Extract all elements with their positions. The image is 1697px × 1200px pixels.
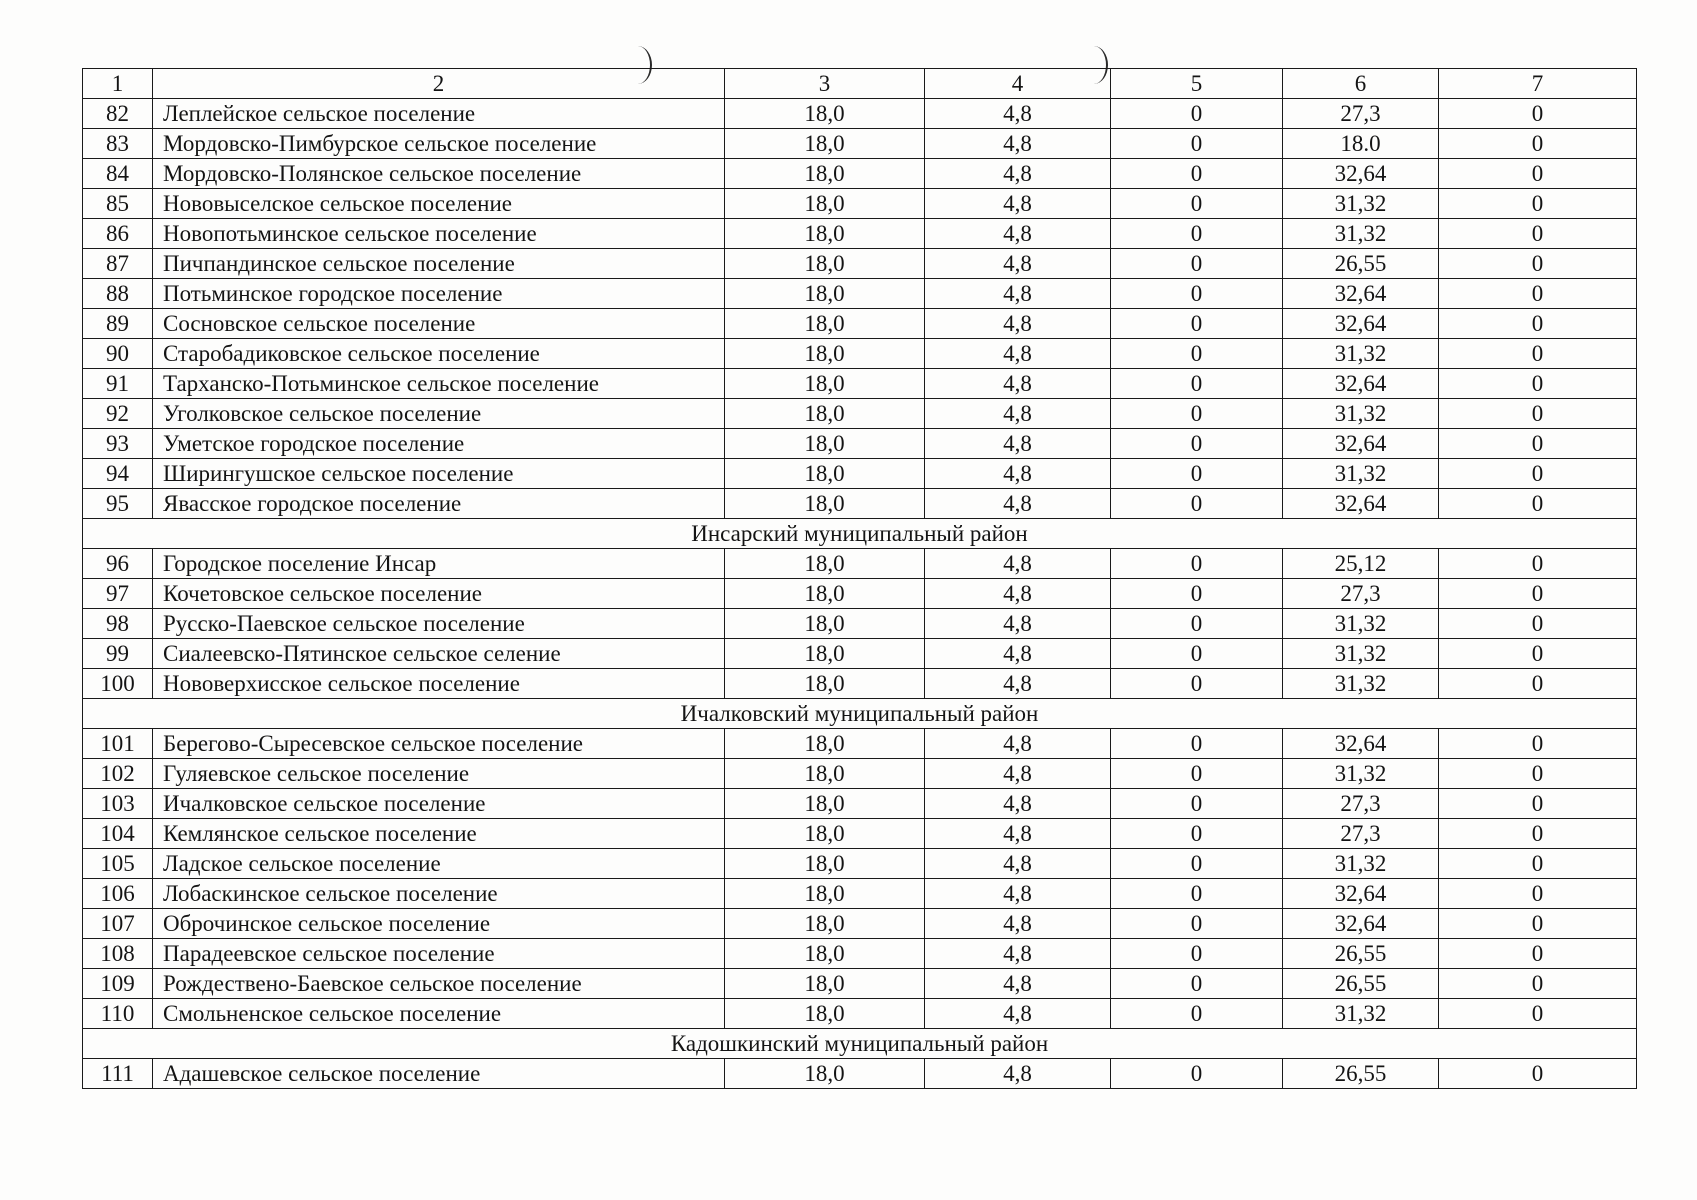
value-col-6: 31,32: [1283, 219, 1439, 249]
value-col-3: 18,0: [725, 849, 925, 879]
row-number: 99: [83, 639, 153, 669]
value-col-4: 4,8: [925, 399, 1111, 429]
value-col-5: 0: [1111, 369, 1283, 399]
settlement-name: Гуляевское сельское поселение: [153, 759, 725, 789]
column-number: 4: [925, 69, 1111, 99]
value-col-7: 0: [1439, 309, 1637, 339]
district-heading: Кадошкинский муниципальный район: [83, 1029, 1637, 1059]
table-row: [83, 849, 1637, 879]
settlement-name: Кочетовское сельское поселение: [153, 579, 725, 609]
table-row: [83, 279, 1637, 309]
value-col-5: 0: [1111, 789, 1283, 819]
table-row: [83, 249, 1637, 279]
value-col-4: 4,8: [925, 429, 1111, 459]
settlement-name: Берегово-Сыресевское сельское поселение: [153, 729, 725, 759]
value-col-5: 0: [1111, 189, 1283, 219]
row-number: 91: [83, 369, 153, 399]
value-col-5: 0: [1111, 309, 1283, 339]
value-col-5: 0: [1111, 609, 1283, 639]
value-col-5: 0: [1111, 1059, 1283, 1089]
value-col-6: 26,55: [1283, 969, 1439, 999]
value-col-7: 0: [1439, 159, 1637, 189]
value-col-4: 4,8: [925, 849, 1111, 879]
district-heading-row: [83, 699, 1637, 729]
value-col-7: 0: [1439, 129, 1637, 159]
district-heading-row: [83, 1029, 1637, 1059]
table-row: [83, 309, 1637, 339]
value-col-5: 0: [1111, 279, 1283, 309]
value-col-7: 0: [1439, 339, 1637, 369]
value-col-7: 0: [1439, 219, 1637, 249]
value-col-4: 4,8: [925, 759, 1111, 789]
value-col-7: 0: [1439, 369, 1637, 399]
value-col-6: 25,12: [1283, 549, 1439, 579]
value-col-3: 18,0: [725, 609, 925, 639]
row-number: 95: [83, 489, 153, 519]
settlement-name: Леплейское сельское поселение: [153, 99, 725, 129]
table-row: [83, 909, 1637, 939]
value-col-4: 4,8: [925, 609, 1111, 639]
table-row: [83, 999, 1637, 1029]
value-col-5: 0: [1111, 879, 1283, 909]
settlement-name: Сиалеевско-Пятинское сельское селение: [153, 639, 725, 669]
value-col-6: 26,55: [1283, 939, 1439, 969]
value-col-6: 32,64: [1283, 369, 1439, 399]
row-number: 92: [83, 399, 153, 429]
table-row: [83, 129, 1637, 159]
value-col-7: 0: [1439, 939, 1637, 969]
value-col-3: 18,0: [725, 369, 925, 399]
settlement-name: Русско-Паевское сельское поселение: [153, 609, 725, 639]
value-col-6: 32,64: [1283, 429, 1439, 459]
row-number: 83: [83, 129, 153, 159]
value-col-3: 18,0: [725, 969, 925, 999]
value-col-4: 4,8: [925, 969, 1111, 999]
value-col-7: 0: [1439, 429, 1637, 459]
value-col-4: 4,8: [925, 909, 1111, 939]
value-col-5: 0: [1111, 849, 1283, 879]
value-col-6: 27,3: [1283, 579, 1439, 609]
table-row: [83, 429, 1637, 459]
value-col-6: 32,64: [1283, 159, 1439, 189]
table-row: [83, 459, 1637, 489]
value-col-7: 0: [1439, 579, 1637, 609]
value-col-6: 32,64: [1283, 729, 1439, 759]
settlement-name: Потьминское городское поселение: [153, 279, 725, 309]
value-col-5: 0: [1111, 249, 1283, 279]
value-col-4: 4,8: [925, 669, 1111, 699]
value-col-4: 4,8: [925, 729, 1111, 759]
value-col-6: 18.0: [1283, 129, 1439, 159]
value-col-3: 18,0: [725, 279, 925, 309]
table-row: [83, 819, 1637, 849]
table-body: [83, 69, 1637, 1089]
value-col-3: 18,0: [725, 219, 925, 249]
value-col-6: 31,32: [1283, 189, 1439, 219]
column-number: 2: [153, 69, 725, 99]
value-col-7: 0: [1439, 849, 1637, 879]
settlement-name: Сосновское сельское поселение: [153, 309, 725, 339]
value-col-4: 4,8: [925, 129, 1111, 159]
settlement-name: Оброчинское сельское поселение: [153, 909, 725, 939]
row-number: 106: [83, 879, 153, 909]
row-number: 87: [83, 249, 153, 279]
value-col-3: 18,0: [725, 129, 925, 159]
row-number: 111: [83, 1059, 153, 1089]
value-col-5: 0: [1111, 999, 1283, 1029]
value-col-7: 0: [1439, 729, 1637, 759]
value-col-5: 0: [1111, 759, 1283, 789]
row-number: 109: [83, 969, 153, 999]
value-col-3: 18,0: [725, 579, 925, 609]
table-row: [83, 669, 1637, 699]
value-col-5: 0: [1111, 549, 1283, 579]
value-col-4: 4,8: [925, 459, 1111, 489]
value-col-6: 31,32: [1283, 849, 1439, 879]
row-number: 98: [83, 609, 153, 639]
column-number-row: [83, 69, 1637, 99]
value-col-4: 4,8: [925, 879, 1111, 909]
value-col-4: 4,8: [925, 249, 1111, 279]
row-number: 84: [83, 159, 153, 189]
value-col-5: 0: [1111, 579, 1283, 609]
value-col-5: 0: [1111, 129, 1283, 159]
value-col-3: 18,0: [725, 549, 925, 579]
value-col-6: 27,3: [1283, 819, 1439, 849]
settlement-name: Нововыселское сельское поселение: [153, 189, 725, 219]
value-col-5: 0: [1111, 669, 1283, 699]
settlement-name: Явасское городское поселение: [153, 489, 725, 519]
value-col-4: 4,8: [925, 1059, 1111, 1089]
row-number: 97: [83, 579, 153, 609]
row-number: 105: [83, 849, 153, 879]
value-col-7: 0: [1439, 279, 1637, 309]
value-col-4: 4,8: [925, 309, 1111, 339]
table-row: [83, 399, 1637, 429]
settlement-name: Парадеевское сельское поселение: [153, 939, 725, 969]
district-heading: Ичалковский муниципальный район: [83, 699, 1637, 729]
settlement-name: Новопотьминское сельское поселение: [153, 219, 725, 249]
value-col-4: 4,8: [925, 789, 1111, 819]
value-col-3: 18,0: [725, 159, 925, 189]
district-heading-row: [83, 519, 1637, 549]
settlement-name: Рождествено-Баевское сельское поселение: [153, 969, 725, 999]
value-col-3: 18,0: [725, 879, 925, 909]
value-col-3: 18,0: [725, 249, 925, 279]
value-col-5: 0: [1111, 459, 1283, 489]
settlement-name: Ичалковское сельское поселение: [153, 789, 725, 819]
value-col-4: 4,8: [925, 369, 1111, 399]
settlement-name: Кемлянское сельское поселение: [153, 819, 725, 849]
value-col-7: 0: [1439, 99, 1637, 129]
value-col-7: 0: [1439, 879, 1637, 909]
settlement-name: Городское поселение Инсар: [153, 549, 725, 579]
value-col-4: 4,8: [925, 639, 1111, 669]
value-col-3: 18,0: [725, 459, 925, 489]
value-col-3: 18,0: [725, 1059, 925, 1089]
table-row: [83, 939, 1637, 969]
column-number: 3: [725, 69, 925, 99]
value-col-4: 4,8: [925, 939, 1111, 969]
value-col-3: 18,0: [725, 819, 925, 849]
settlement-name: Адашевское сельское поселение: [153, 1059, 725, 1089]
table-row: [83, 549, 1637, 579]
column-number: 7: [1439, 69, 1637, 99]
table-row: [83, 639, 1637, 669]
row-number: 101: [83, 729, 153, 759]
value-col-3: 18,0: [725, 759, 925, 789]
value-col-7: 0: [1439, 759, 1637, 789]
row-number: 108: [83, 939, 153, 969]
column-number: 1: [83, 69, 153, 99]
value-col-7: 0: [1439, 999, 1637, 1029]
settlement-name: Мордовско-Полянское сельское поселение: [153, 159, 725, 189]
value-col-7: 0: [1439, 609, 1637, 639]
value-col-6: 32,64: [1283, 309, 1439, 339]
value-col-3: 18,0: [725, 999, 925, 1029]
row-number: 110: [83, 999, 153, 1029]
value-col-5: 0: [1111, 489, 1283, 519]
value-col-6: 27,3: [1283, 99, 1439, 129]
value-col-6: 32,64: [1283, 909, 1439, 939]
table-row: [83, 339, 1637, 369]
settlement-name: Лобаскинское сельское поселение: [153, 879, 725, 909]
table-row: [83, 879, 1637, 909]
value-col-3: 18,0: [725, 99, 925, 129]
value-col-7: 0: [1439, 1059, 1637, 1089]
value-col-3: 18,0: [725, 669, 925, 699]
value-col-5: 0: [1111, 339, 1283, 369]
value-col-6: 31,32: [1283, 609, 1439, 639]
value-col-6: 31,32: [1283, 759, 1439, 789]
value-col-7: 0: [1439, 189, 1637, 219]
table-row: [83, 219, 1637, 249]
value-col-6: 31,32: [1283, 399, 1439, 429]
settlement-name: Нововерхисское сельское поселение: [153, 669, 725, 699]
value-col-3: 18,0: [725, 939, 925, 969]
rates-table: [82, 68, 1637, 1089]
row-number: 90: [83, 339, 153, 369]
value-col-6: 32,64: [1283, 279, 1439, 309]
row-number: 93: [83, 429, 153, 459]
value-col-4: 4,8: [925, 549, 1111, 579]
value-col-4: 4,8: [925, 99, 1111, 129]
table-row: [83, 189, 1637, 219]
value-col-3: 18,0: [725, 489, 925, 519]
value-col-6: 32,64: [1283, 879, 1439, 909]
row-number: 96: [83, 549, 153, 579]
value-col-5: 0: [1111, 819, 1283, 849]
table-row: [83, 759, 1637, 789]
settlement-name: Старобадиковское сельское поселение: [153, 339, 725, 369]
value-col-6: 27,3: [1283, 789, 1439, 819]
row-number: 85: [83, 189, 153, 219]
value-col-4: 4,8: [925, 159, 1111, 189]
value-col-7: 0: [1439, 459, 1637, 489]
value-col-3: 18,0: [725, 729, 925, 759]
settlement-name: Смольненское сельское поселение: [153, 999, 725, 1029]
table-row: [83, 99, 1637, 129]
value-col-3: 18,0: [725, 309, 925, 339]
value-col-5: 0: [1111, 729, 1283, 759]
row-number: 107: [83, 909, 153, 939]
row-number: 103: [83, 789, 153, 819]
value-col-3: 18,0: [725, 399, 925, 429]
value-col-7: 0: [1439, 669, 1637, 699]
row-number: 94: [83, 459, 153, 489]
value-col-4: 4,8: [925, 999, 1111, 1029]
value-col-5: 0: [1111, 969, 1283, 999]
settlement-name: Уголковское сельское поселение: [153, 399, 725, 429]
value-col-6: 26,55: [1283, 249, 1439, 279]
value-col-4: 4,8: [925, 819, 1111, 849]
value-col-4: 4,8: [925, 189, 1111, 219]
settlement-name: Пичпандинское сельское поселение: [153, 249, 725, 279]
value-col-7: 0: [1439, 789, 1637, 819]
table-row: [83, 1059, 1637, 1089]
value-col-7: 0: [1439, 819, 1637, 849]
value-col-4: 4,8: [925, 279, 1111, 309]
row-number: 102: [83, 759, 153, 789]
value-col-7: 0: [1439, 399, 1637, 429]
row-number: 100: [83, 669, 153, 699]
table-row: [83, 579, 1637, 609]
value-col-7: 0: [1439, 909, 1637, 939]
value-col-6: 31,32: [1283, 339, 1439, 369]
value-col-7: 0: [1439, 249, 1637, 279]
table-row: [83, 609, 1637, 639]
row-number: 86: [83, 219, 153, 249]
value-col-5: 0: [1111, 159, 1283, 189]
row-number: 88: [83, 279, 153, 309]
district-heading: Инсарский муниципальный район: [83, 519, 1637, 549]
settlement-name: Уметское городское поселение: [153, 429, 725, 459]
value-col-5: 0: [1111, 639, 1283, 669]
settlement-name: Ширингушское сельское поселение: [153, 459, 725, 489]
settlement-name: Мордовско-Пимбурское сельское поселение: [153, 129, 725, 159]
row-number: 104: [83, 819, 153, 849]
value-col-4: 4,8: [925, 219, 1111, 249]
value-col-7: 0: [1439, 969, 1637, 999]
settlement-name: Тарханско-Потьминское сельское поселение: [153, 369, 725, 399]
value-col-6: 26,55: [1283, 1059, 1439, 1089]
table-row: [83, 969, 1637, 999]
row-number: 89: [83, 309, 153, 339]
value-col-7: 0: [1439, 489, 1637, 519]
column-number: 5: [1111, 69, 1283, 99]
table-row: [83, 789, 1637, 819]
value-col-3: 18,0: [725, 789, 925, 819]
value-col-5: 0: [1111, 399, 1283, 429]
value-col-5: 0: [1111, 909, 1283, 939]
value-col-5: 0: [1111, 99, 1283, 129]
value-col-6: 31,32: [1283, 999, 1439, 1029]
value-col-4: 4,8: [925, 579, 1111, 609]
value-col-3: 18,0: [725, 189, 925, 219]
column-number: 6: [1283, 69, 1439, 99]
value-col-5: 0: [1111, 219, 1283, 249]
value-col-4: 4,8: [925, 489, 1111, 519]
value-col-3: 18,0: [725, 909, 925, 939]
value-col-5: 0: [1111, 429, 1283, 459]
value-col-7: 0: [1439, 549, 1637, 579]
table-row: [83, 729, 1637, 759]
row-number: 82: [83, 99, 153, 129]
value-col-3: 18,0: [725, 639, 925, 669]
value-col-3: 18,0: [725, 429, 925, 459]
value-col-6: 32,64: [1283, 489, 1439, 519]
table-row: [83, 159, 1637, 189]
table-row: [83, 369, 1637, 399]
value-col-6: 31,32: [1283, 669, 1439, 699]
value-col-6: 31,32: [1283, 639, 1439, 669]
value-col-4: 4,8: [925, 339, 1111, 369]
value-col-7: 0: [1439, 639, 1637, 669]
value-col-3: 18,0: [725, 339, 925, 369]
value-col-5: 0: [1111, 939, 1283, 969]
settlement-name: Ладское сельское поселение: [153, 849, 725, 879]
table-row: [83, 489, 1637, 519]
value-col-6: 31,32: [1283, 459, 1439, 489]
